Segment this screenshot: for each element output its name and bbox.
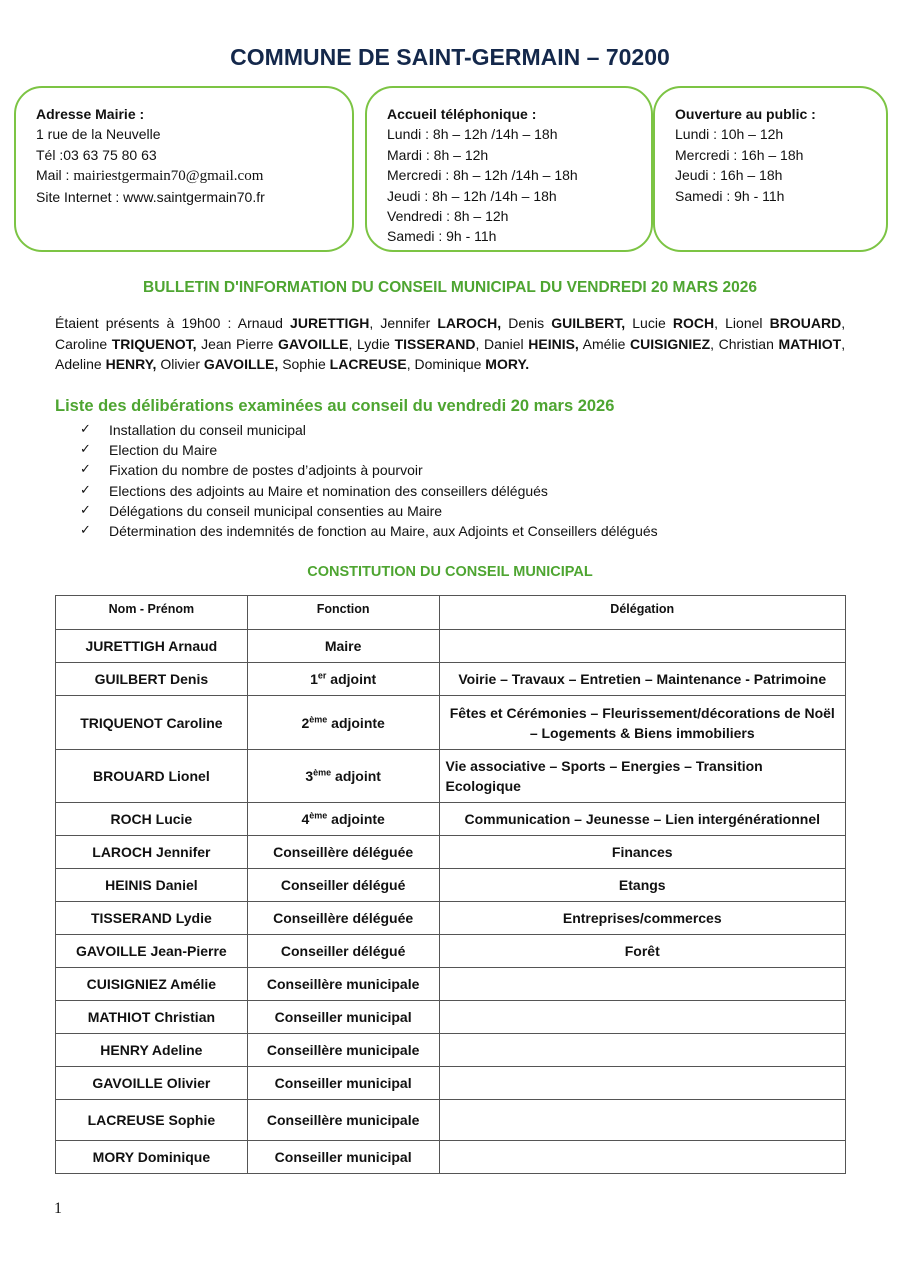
- deliberation-item: [80, 420, 658, 440]
- member-function-cell: [247, 1067, 439, 1100]
- public-hours-heading: Ouverture au public :: [675, 106, 816, 122]
- phone-hours-heading: Accueil téléphonique :: [387, 106, 537, 122]
- checkmark-icon: ✓: [80, 523, 91, 539]
- member-delegation-cell: [439, 968, 845, 1001]
- attendee-last-name: TRIQUENOT,: [111, 335, 197, 352]
- deliberation-text: Fixation du nombre de postes d’adjoints à pourvoir: [109, 462, 423, 479]
- constitution-title: CONSTITUTION DU CONSEIL MUNICIPAL: [307, 564, 593, 580]
- function-label: Conseillère municipale: [266, 1042, 420, 1058]
- phone-hours-line: Samedi : 9h - 11h: [387, 228, 497, 245]
- member-name-cell: BROUARD Lionel: [56, 750, 248, 803]
- member-delegation-cell: Etangs: [439, 869, 845, 902]
- phone-hours-list: [387, 124, 631, 246]
- member-delegation-cell: [439, 630, 845, 663]
- member-delegation-cell: [439, 1034, 845, 1067]
- member-function-cell: [247, 630, 439, 663]
- table-row: [56, 1141, 846, 1174]
- checkmark-icon: ✓: [80, 422, 91, 437]
- deliberations-list: [80, 420, 658, 541]
- column-header-delegation: Délégation: [439, 596, 845, 630]
- member-name-cell: MATHIOT Christian: [56, 1001, 248, 1034]
- member-delegation-cell: Forêt: [439, 935, 845, 968]
- table-header-row: [56, 596, 846, 630]
- checkmark-icon: ✓: [80, 502, 91, 518]
- phone-hours-line: Jeudi : 8h – 12h /14h – 18h: [387, 187, 557, 204]
- deliberation-text: Elections des adjoints au Maire et nomination des conseillers délégués: [109, 482, 548, 499]
- deliberation-item: [80, 521, 658, 541]
- member-delegation-cell: [439, 1067, 845, 1100]
- attendee-last-name: MATHIOT: [778, 335, 842, 352]
- deliberation-item: [80, 460, 658, 480]
- column-header-function: Fonction: [247, 596, 439, 630]
- member-function-cell: [247, 836, 439, 869]
- attendee-last-name: JURETTIGH: [290, 315, 370, 331]
- attendee-separator: ,: [841, 315, 846, 331]
- function-label: Conseiller municipal: [274, 1149, 412, 1165]
- function-rank: 1: [310, 671, 318, 687]
- member-name-cell: MORY Dominique: [56, 1141, 248, 1174]
- member-function-cell: [247, 869, 439, 902]
- table-row: [56, 902, 846, 935]
- table-row: [56, 1100, 846, 1141]
- member-function-cell: [247, 902, 439, 935]
- function-label: Conseiller municipal: [274, 1009, 412, 1025]
- function-rank-suffix: ème: [309, 810, 328, 821]
- member-name-cell: TRIQUENOT Caroline: [56, 696, 248, 750]
- table-row: [56, 1001, 846, 1034]
- table-row: [56, 1034, 846, 1067]
- attendee-last-name: GAVOILLE: [278, 335, 349, 352]
- attendee-first-name: Jennifer: [380, 315, 431, 331]
- member-function-cell: [247, 663, 439, 696]
- attendee-first-name: Lionel: [725, 315, 763, 331]
- function-rank-suffix: er: [317, 670, 327, 681]
- attendee-first-name: Adeline: [55, 356, 102, 372]
- attendee-separator: ,: [369, 315, 381, 331]
- phone-hours-line: Vendredi : 8h – 12h: [387, 208, 509, 225]
- member-delegation-cell: [439, 1100, 845, 1141]
- attendee-last-name: GAVOILLE,: [203, 356, 279, 372]
- attendee-last-name: HENRY,: [105, 356, 157, 372]
- attendee-first-name: Lucie: [632, 315, 666, 331]
- member-name-cell: GUILBERT Denis: [56, 663, 248, 696]
- member-function-cell: [247, 803, 439, 836]
- phone-hours-line: Mercredi : 8h – 12h /14h – 18h: [387, 167, 578, 184]
- table-row: [56, 836, 846, 869]
- table-row: [56, 630, 846, 663]
- public-hours-line: Lundi : 10h – 12h: [675, 126, 784, 143]
- attendee-separator: ,: [348, 335, 358, 352]
- member-function-cell: [247, 750, 439, 803]
- attendee-first-name: Sophie: [282, 356, 326, 372]
- address-phone: Tél :03 63 75 80 63: [36, 146, 157, 163]
- attendee-last-name: MORY.: [485, 356, 530, 372]
- phone-hours-line: Mardi : 8h – 12h: [387, 146, 489, 163]
- attendee-last-name: GUILBERT,: [551, 315, 626, 331]
- deliberation-text: Installation du conseil municipal: [109, 422, 306, 438]
- function-label: adjoint: [326, 671, 377, 687]
- attendee-last-name: ROCH: [672, 315, 715, 331]
- table-row: [56, 803, 846, 836]
- function-label: Conseiller délégué: [280, 943, 406, 959]
- function-label: Conseillère déléguée: [273, 910, 414, 926]
- function-rank-suffix: ème: [313, 767, 332, 778]
- member-name-cell: JURETTIGH Arnaud: [56, 630, 248, 663]
- member-delegation-cell: Voirie – Travaux – Entretien – Maintenance - Patrimoine: [439, 663, 845, 696]
- table-row: [56, 869, 846, 902]
- function-label: adjoint: [331, 768, 381, 784]
- page-title: COMMUNE DE SAINT-GERMAIN – 70200: [230, 44, 670, 70]
- member-function-cell: [247, 696, 439, 750]
- member-name-cell: GAVOILLE Olivier: [56, 1067, 248, 1100]
- public-hours-line: Jeudi : 16h – 18h: [675, 167, 783, 184]
- public-hours-line: Mercredi : 16h – 18h: [675, 146, 804, 163]
- function-label: Conseillère municipale: [266, 1112, 420, 1128]
- deliberation-text: Détermination des indemnités de fonction au Maire, aux Adjoints et Conseillers délégués: [109, 523, 658, 540]
- member-name-cell: TISSERAND Lydie: [56, 902, 248, 935]
- checkmark-icon: ✓: [80, 482, 91, 498]
- attendee-last-name: HEINIS,: [528, 335, 579, 352]
- attendees-intro: Étaient présents à 19h00 :: [55, 315, 238, 331]
- function-label: adjointe: [327, 714, 385, 731]
- table-row: [56, 1067, 846, 1100]
- public-hours-list: [675, 124, 866, 206]
- function-label: Conseiller délégué: [280, 877, 406, 893]
- attendee-last-name: BROUARD: [769, 315, 842, 331]
- member-name-cell: LACREUSE Sophie: [56, 1100, 248, 1141]
- function-label: Conseiller municipal: [274, 1075, 412, 1091]
- table-row: [56, 750, 846, 803]
- deliberation-text: Election du Maire: [109, 442, 218, 459]
- member-delegation-cell: Fêtes et Cérémonies – Fleurissement/décorations de Noël – Logements & Biens immobiliers: [439, 696, 845, 750]
- deliberation-item: [80, 440, 658, 460]
- member-delegation-cell: Finances: [439, 836, 845, 869]
- table-row: [56, 663, 846, 696]
- member-function-cell: [247, 935, 439, 968]
- member-function-cell: [247, 968, 439, 1001]
- member-delegation-cell: [439, 1141, 845, 1174]
- table-row: [56, 935, 846, 968]
- attendees-paragraph: [55, 313, 845, 375]
- table-row: [56, 696, 846, 750]
- public-hours-line: Samedi : 9h - 11h: [675, 187, 785, 204]
- member-name-cell: LAROCH Jennifer: [56, 836, 248, 869]
- attendee-first-name: Dominique: [414, 356, 482, 372]
- member-function-cell: [247, 1001, 439, 1034]
- council-table: [55, 595, 846, 1174]
- address-website[interactable]: Site Internet : www.saintgermain70.fr: [36, 188, 265, 205]
- member-delegation-cell: Vie associative – Sports – Energies – Transition Ecologique: [439, 750, 845, 803]
- attendee-separator: ,: [475, 335, 484, 352]
- deliberation-item: [80, 481, 658, 501]
- attendee-first-name: Denis: [508, 315, 545, 331]
- attendee-last-name: TISSERAND: [394, 335, 476, 352]
- bulletin-title: BULLETIN D'INFORMATION DU CONSEIL MUNICIPAL DU VENDREDI 20 MARS 2026: [143, 279, 757, 296]
- function-label: Conseillère déléguée: [273, 844, 414, 860]
- public-hours-box: [653, 86, 888, 252]
- attendee-first-name: Lydie: [357, 335, 390, 352]
- member-delegation-cell: Entreprises/commerces: [439, 902, 845, 935]
- attendee-last-name: CUISIGNIEZ: [630, 335, 711, 352]
- member-name-cell: ROCH Lucie: [56, 803, 248, 836]
- page-number: 1: [54, 1200, 62, 1217]
- member-function-cell: [247, 1100, 439, 1141]
- attendee-first-name: Daniel: [483, 335, 524, 352]
- mail-link[interactable]: mairiestgermain70@gmail.com: [73, 168, 264, 185]
- attendee-first-name: Arnaud: [237, 315, 283, 331]
- phone-hours-box: [365, 86, 653, 252]
- function-label: Conseillère municipale: [266, 976, 420, 992]
- checkmark-icon: ✓: [80, 442, 91, 458]
- column-header-name: Nom - Prénom: [56, 596, 248, 630]
- attendee-separator: ,: [714, 315, 726, 331]
- function-label: Maire: [324, 638, 362, 654]
- function-rank: 3: [305, 768, 314, 784]
- attendee-separator: ,: [406, 356, 415, 372]
- function-rank: 2: [301, 714, 310, 731]
- function-rank: 4: [301, 811, 310, 827]
- member-name-cell: HENRY Adeline: [56, 1034, 248, 1067]
- member-function-cell: [247, 1034, 439, 1067]
- member-name-cell: HEINIS Daniel: [56, 869, 248, 902]
- member-name-cell: GAVOILLE Jean-Pierre: [56, 935, 248, 968]
- phone-hours-line: Lundi : 8h – 12h /14h – 18h: [387, 126, 558, 143]
- checkmark-icon: ✓: [80, 462, 91, 478]
- address-heading: Adresse Mairie :: [36, 106, 145, 122]
- attendee-separator: ,: [841, 335, 846, 352]
- attendee-last-name: LAROCH,: [437, 315, 502, 331]
- attendee-separator: ,: [710, 335, 719, 352]
- attendee-first-name: Christian: [718, 335, 774, 352]
- mail-label: Mail :: [36, 167, 74, 184]
- attendee-first-name: Jean Pierre: [201, 335, 274, 352]
- table-row: [56, 968, 846, 1001]
- member-function-cell: [247, 1141, 439, 1174]
- member-delegation-cell: Communication – Jeunesse – Lien intergénérationnel: [439, 803, 845, 836]
- address-street: 1 rue de la Neuvelle: [36, 126, 161, 143]
- deliberation-item: [80, 501, 658, 521]
- member-delegation-cell: [439, 1001, 845, 1034]
- function-label: adjointe: [327, 811, 385, 827]
- function-rank-suffix: ème: [309, 713, 328, 724]
- address-box: [14, 86, 354, 252]
- deliberations-title: Liste des délibérations examinées au conseil du vendredi 20 mars 2026: [55, 397, 615, 415]
- deliberation-text: Délégations du conseil municipal consenties au Maire: [109, 502, 443, 519]
- member-name-cell: CUISIGNIEZ Amélie: [56, 968, 248, 1001]
- address-mail: [36, 165, 332, 186]
- attendee-first-name: Caroline: [55, 335, 108, 352]
- attendee-last-name: LACREUSE: [329, 356, 407, 372]
- attendee-first-name: Amélie: [582, 335, 626, 352]
- attendee-first-name: Olivier: [160, 356, 200, 372]
